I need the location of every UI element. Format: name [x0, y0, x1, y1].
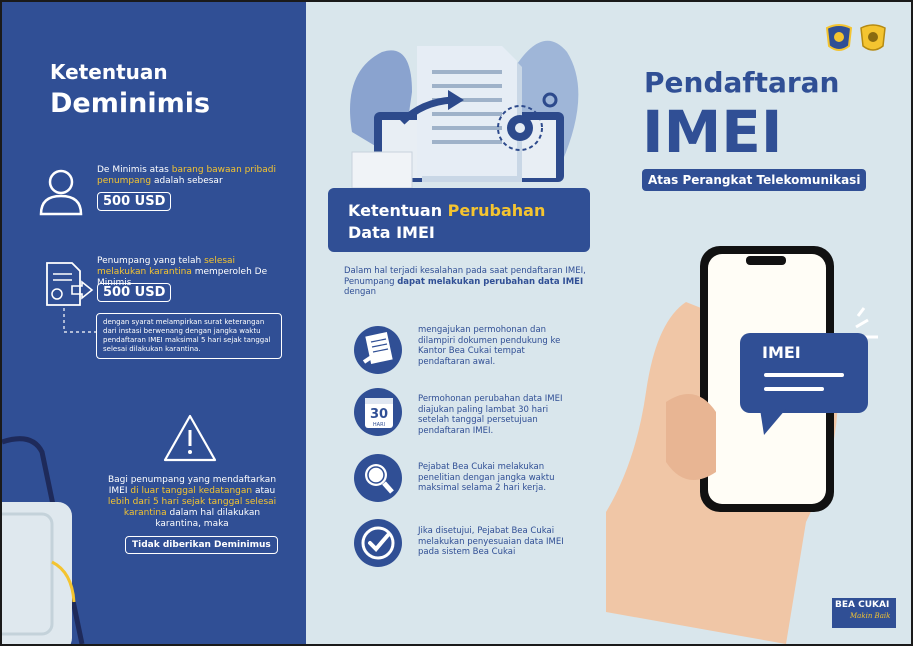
- intro-text-c: dengan: [344, 287, 377, 297]
- bubble-tail-icon: [760, 409, 790, 437]
- step4-text: Jika disetujui, Pejabat Bea Cukai melakukan penyesuaian data IMEI pada sistem Bea Cukai: [418, 526, 564, 557]
- card-text-b: Perubahan: [447, 201, 546, 220]
- item2-badge: 500 USD: [97, 283, 171, 302]
- main-title-line2: IMEI: [642, 98, 783, 166]
- warning-text-c: atau: [252, 486, 276, 496]
- warning-text-e: dalam hal dilakukan karantina, maka: [155, 508, 261, 529]
- logo-tagline: Makin Baik: [850, 612, 891, 620]
- step1-text: mengajukan permohonan dan dilampiri dokumen pendukung ke Kantor Bea Cukai tempat pendaftaran awal.: [418, 325, 561, 367]
- warning-text-d: lebih dari 5 hari sejak tanggal selesai karantina: [107, 497, 277, 518]
- bea-cukai-logo: [832, 598, 896, 628]
- calendar-label: HARI: [372, 422, 386, 428]
- no-deminimis-pill: Tidak diberikan Deminimus: [125, 536, 278, 554]
- heading-ketentuan: Ketentuan: [50, 60, 168, 84]
- person-icon: [38, 168, 84, 216]
- item1-text-c: adalah sebesar: [151, 176, 223, 186]
- item2-text-a: Penumpang yang telah: [97, 256, 205, 266]
- intro-text: [344, 266, 594, 298]
- card-text-a: Ketentuan: [348, 201, 448, 220]
- poster: [2, 2, 911, 644]
- item2-note: dengan syarat melampirkan surat keterangan dari instasi berwenang dengan jangka waktu pendaftaran IMEI maksimal 5 hari sejak tanggal selesai dilakukan karantina.: [96, 313, 282, 359]
- logo-text: BEA CUKAI: [835, 600, 890, 610]
- item1-text: [97, 165, 277, 187]
- step3-text: Pejabat Bea Cukai melakukan penelitian dengan jangka waktu maksimal selama 2 hari kerja.: [418, 462, 555, 493]
- item2-text-c: memperoleh De Minimis: [97, 267, 268, 288]
- warning-text: [102, 475, 282, 530]
- bubble-label: IMEI: [762, 343, 801, 362]
- warning-icon: [162, 412, 218, 464]
- mid-title-card: [328, 188, 590, 252]
- card-text-c: Data IMEI: [348, 223, 435, 242]
- luggage-illustration: [2, 422, 112, 644]
- document-illustration: [342, 12, 602, 188]
- calendar-icon: [354, 388, 402, 436]
- main-subtitle: Atas Perangkat Telekomunikasi: [642, 169, 866, 191]
- item1-text-b: barang bawaan pribadi penumpang: [97, 165, 276, 186]
- item1-badge: 500 USD: [97, 192, 171, 211]
- magnifier-icon: [354, 454, 402, 502]
- emblem-logos: [823, 22, 893, 54]
- right-panel: [306, 2, 911, 644]
- document-pen-icon: [354, 326, 402, 374]
- imei-chat-bubble: [740, 333, 868, 413]
- item2-text-b: selesai melakukan karantina: [97, 256, 236, 277]
- intro-text-b: dapat melakukan perubahan data IMEI: [397, 276, 584, 287]
- calendar-number: 30: [369, 407, 389, 422]
- hand-phone-illustration: [606, 242, 911, 644]
- document-arrow-icon: [42, 260, 102, 340]
- warning-text-b: di luar tanggal kedatangan: [130, 486, 253, 496]
- left-panel: [2, 2, 306, 644]
- check-circle-icon: [354, 519, 402, 567]
- intro-text-a: Dalam hal terjadi kesalahan pada saat pendaftaran IMEI, Penumpang: [344, 266, 586, 287]
- item1-text-a: De Minimis atas: [97, 165, 172, 175]
- warning-text-a: Bagi penumpang yang mendaftarkan IMEI: [107, 475, 277, 496]
- step2-text: Permohonan perubahan data IMEI diajukan paling lambat 30 hari setelah tanggal persetujuan pendaftaran IMEI.: [418, 394, 563, 436]
- heading-deminimis: Deminimis: [50, 88, 211, 119]
- main-title-line1: Pendaftaran: [644, 66, 840, 99]
